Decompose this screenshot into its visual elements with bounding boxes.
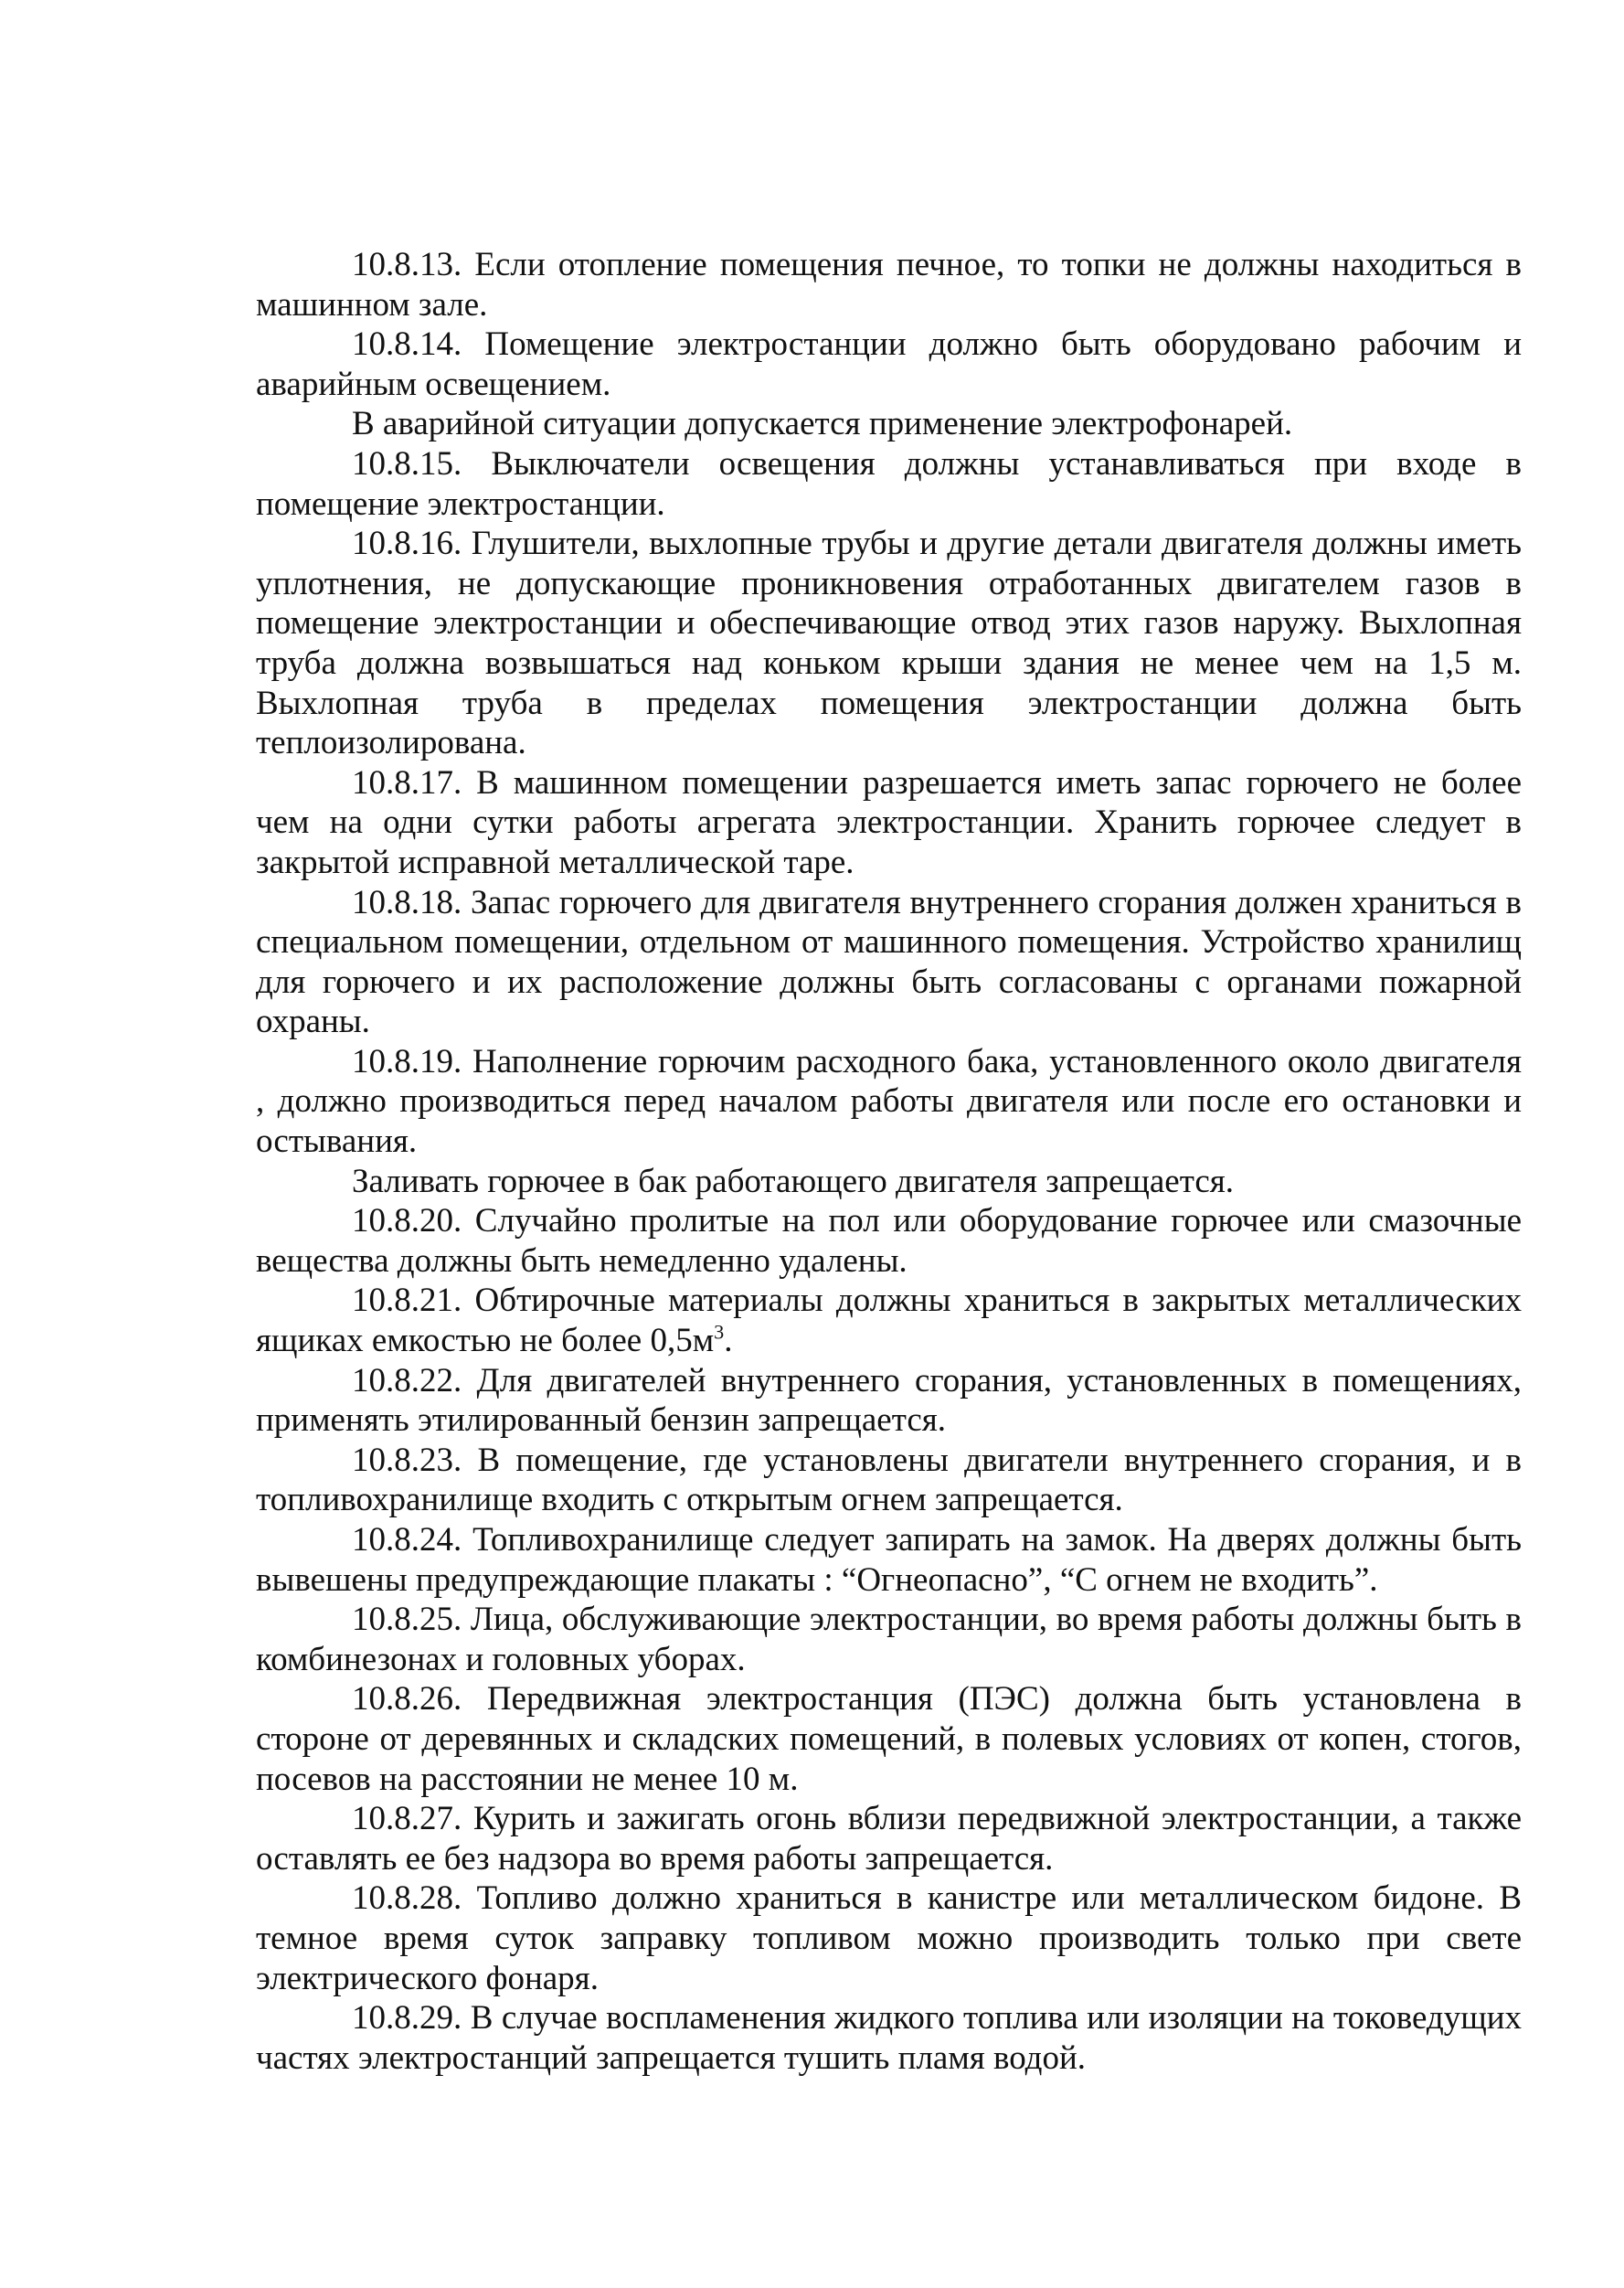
paragraph-10-8-21-period: . (724, 1322, 733, 1360)
paragraph-10-8-27: 10.8.27. Курить и зажигать огонь вблизи передвижной электростанции, а также оставлять ее без надзора во время работы запрещается. (256, 1800, 1522, 1878)
paragraph-10-8-21-text: 10.8.21. Обтирочные материалы должны храниться в закрытых металлических ящиках емкостью не более 0,5м (256, 1282, 1522, 1360)
paragraph-10-8-22: 10.8.22. Для двигателей внутреннего сгорания, установленных в помещениях, применять этилированный бензин запрещается. (256, 1361, 1522, 1440)
document-body (256, 245, 1522, 2078)
superscript-cubed: 3 (714, 1320, 725, 1344)
paragraph-10-8-26: 10.8.26. Передвижная электростанция (ПЭС) должна быть установлена в стороне от деревянных и складских помещений, в полевых условиях от копен, стогов, посевов на расстоянии не менее 10 м. (256, 1680, 1522, 1798)
paragraph-10-8-23: 10.8.23. В помещение, где установлены двигатели внутреннего сгорания, и в топливохранилище входить с открытым огнем запрещается. (256, 1441, 1522, 1519)
paragraph-10-8-19: 10.8.19. Наполнение горючим расходного бака, установленного около двигателя , должно производиться перед началом работы двигателя или после его остановки и остывания. (256, 1042, 1522, 1161)
paragraph-10-8-13: 10.8.13. Если отопление помещения печное, то топки не должны находиться в машинном зале. (256, 246, 1522, 324)
paragraph-10-8-29: 10.8.29. В случае воспламенения жидкого топлива или изоляции на токоведущих частях электростанций запрещается тушить пламя водой. (256, 1999, 1522, 2077)
paragraph-10-8-25: 10.8.25. Лица, обслуживающие электростанции, во время работы должны быть в комбинезонах и головных уборах. (256, 1601, 1522, 1678)
paragraph-10-8-15: 10.8.15. Выключатели освещения должны устанавливаться при входе в помещение электростанции. (256, 444, 1522, 523)
paragraph-emergency-lighting: В аварийной ситуации допускается применение электрофонарей. (352, 405, 1293, 443)
paragraph-10-8-24: 10.8.24. Топливохранилище следует запирать на замок. На дверях должны быть вывешены предупреждающие плакаты : “Огнеопасно”, “С огнем не входить”. (256, 1521, 1522, 1599)
paragraph-10-8-18: 10.8.18. Запас горючего для двигателя внутреннего сгорания должен храниться в специальном помещении, отдельном от машинного помещения. Устройство хранилищ для горючего и их расположение должны быть согласованы с органами пожарной охраны. (256, 883, 1522, 1041)
paragraph-10-8-20: 10.8.20. Случайно пролитые на пол или оборудование горючее или смазочные вещества должны быть немедленно удалены. (256, 1202, 1522, 1280)
paragraph-fuel-prohibition: Заливать горючее в бак работающего двигателя запрещается. (352, 1162, 1235, 1200)
paragraph-10-8-21 (256, 1281, 1522, 1360)
paragraph-10-8-17: 10.8.17. В машинном помещении разрешается иметь запас горючего не более чем на одни сутки работы агрегата электростанции. Хранить горючее следует в закрытой исправной металлической таре. (256, 763, 1522, 881)
paragraph-10-8-14: 10.8.14. Помещение электростанции должно быть оборудовано рабочим и аварийным освещением. (256, 325, 1522, 403)
paragraph-10-8-16: 10.8.16. Глушители, выхлопные трубы и другие детали двигателя должны иметь уплотнения, не допускающие проникновения отработанных двигателем газов в помещение электростанции и обеспечивающие отвод этих газов наружу. Выхлопная труба должна возвышаться над коньком крыши здания не менее чем на 1,5 м. Выхлопная труба в пределах помещения электростанции должна быть теплоизолирована. (256, 525, 1522, 762)
paragraph-10-8-28: 10.8.28. Топливо должно храниться в канистре или металлическом бидоне. В темное время суток заправку топливом можно производить только при свете электрического фонаря. (256, 1879, 1522, 1997)
